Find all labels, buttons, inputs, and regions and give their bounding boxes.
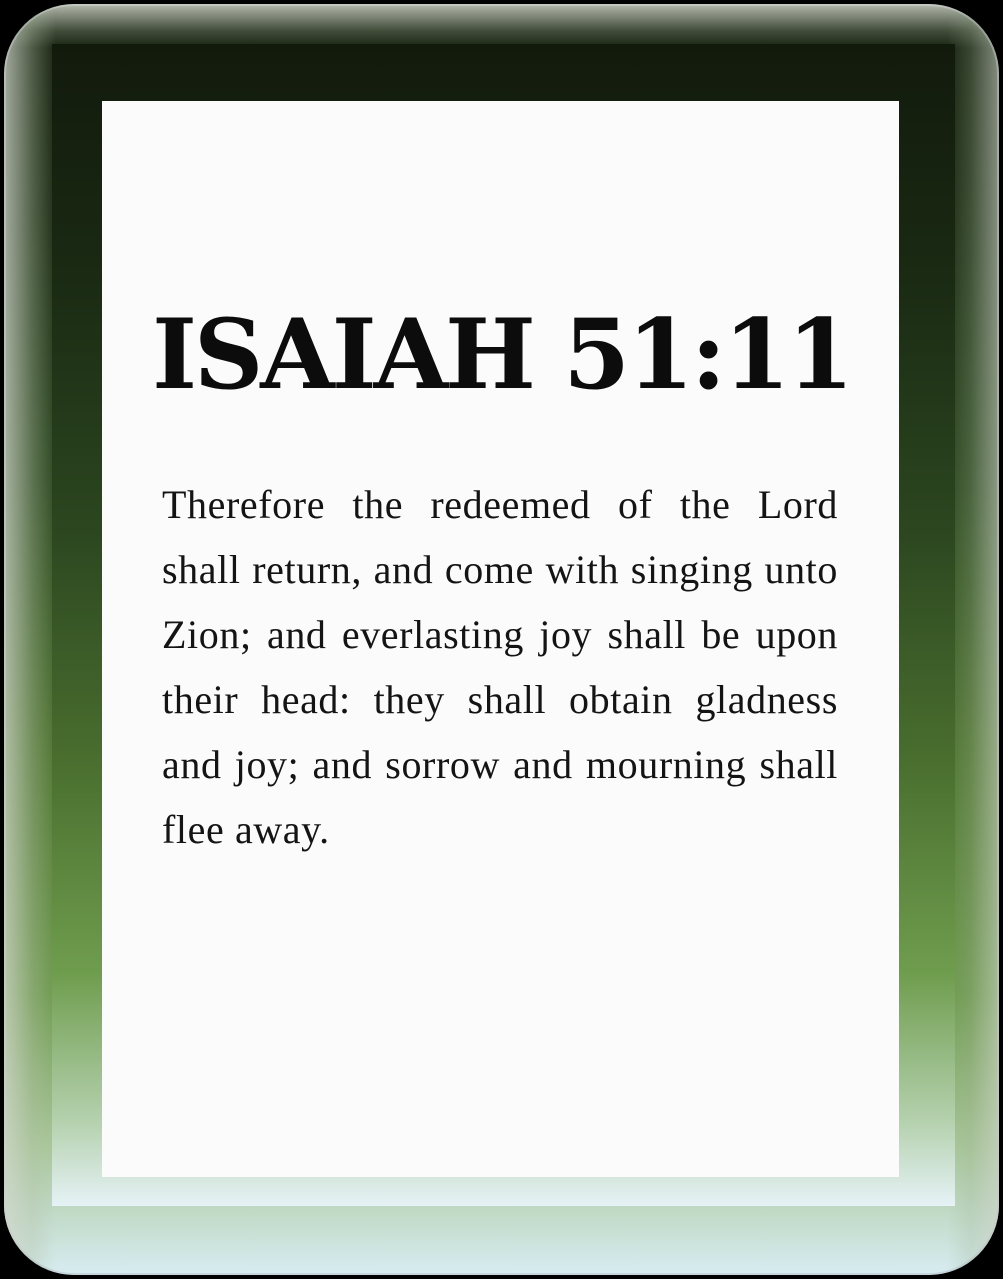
verse-reference: ISAIAH 51:11: [152, 298, 851, 411]
frame-sheen-top: [4, 4, 999, 48]
frame-sheen-left: [4, 4, 56, 1275]
verse-text: Therefore the redeemed of the Lord shall return, and come with singing unto Zion; and everlasting joy shall be upon their head: they shall obtain gladness and joy; and sorrow and mourning shall flee away.: [162, 482, 838, 852]
